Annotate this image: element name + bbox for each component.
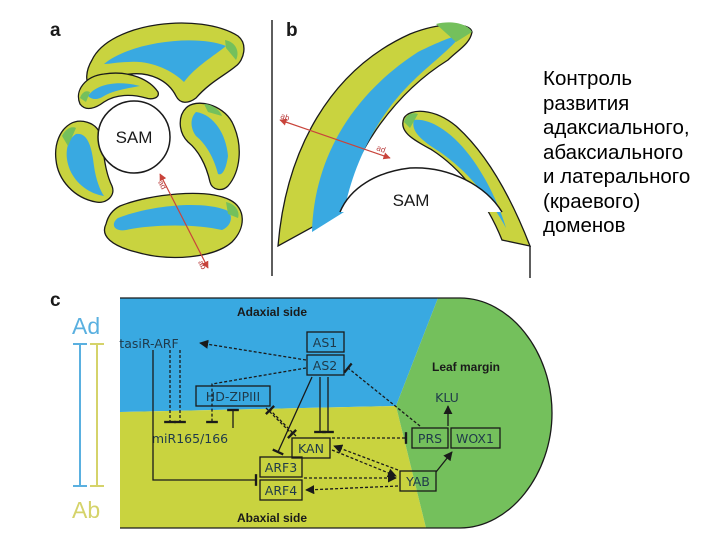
klu-label: KLU: [435, 390, 459, 405]
kan-label: KAN: [298, 441, 324, 456]
prs-label: PRS: [417, 431, 443, 446]
as2-label: AS2: [312, 358, 338, 373]
ad-side-label: Ad: [72, 313, 101, 339]
hdzipiii-label: HD-ZIPIII: [205, 389, 261, 404]
wox1-label: WOX1: [456, 431, 494, 446]
caption-line-7: доменов: [543, 214, 626, 237]
ad-label-a: ad: [156, 178, 169, 191]
panel-c-letter: c: [50, 290, 61, 311]
ab-label-a: ab: [196, 258, 209, 271]
sam-label-b: SAM: [392, 191, 430, 210]
ad-label-b: ad: [375, 143, 387, 155]
caption-line-2: развития: [543, 91, 630, 115]
caption-text: [543, 67, 718, 239]
adaxial-side-label: Adaxial side: [236, 305, 308, 319]
leaf-a-bottom: [104, 193, 242, 257]
panel-c: [50, 290, 552, 528]
arf4-label: ARF4: [264, 483, 298, 498]
abaxial-side-label: Abaxial side: [236, 511, 308, 525]
sam-label-a: SAM: [115, 128, 153, 147]
leaf-margin-label: Leaf margin: [431, 360, 501, 374]
tasir-arf-label: tasiR-ARF: [119, 336, 179, 351]
yab-label: YAB: [406, 474, 430, 489]
caption-line-1: Контроль: [543, 67, 633, 90]
ab-side-label: Ab: [72, 497, 101, 523]
caption-line-4: абаксиального: [543, 140, 684, 164]
ab-label-b: ab: [279, 111, 291, 123]
arf3-label: ARF3: [264, 460, 298, 475]
caption-line-3: адаксиального,: [543, 116, 690, 139]
caption-line-6: (краевого): [543, 189, 641, 213]
caption-line-5: и латерального: [543, 165, 691, 188]
as1-label: AS1: [312, 335, 338, 350]
panel-b: [272, 20, 530, 278]
leaf-a-right: [180, 103, 239, 189]
panel-a: [50, 20, 244, 271]
panel-b-letter: b: [286, 20, 298, 41]
panel-a-letter: a: [50, 20, 61, 41]
mir165-166-label: miR165/166: [151, 431, 229, 446]
